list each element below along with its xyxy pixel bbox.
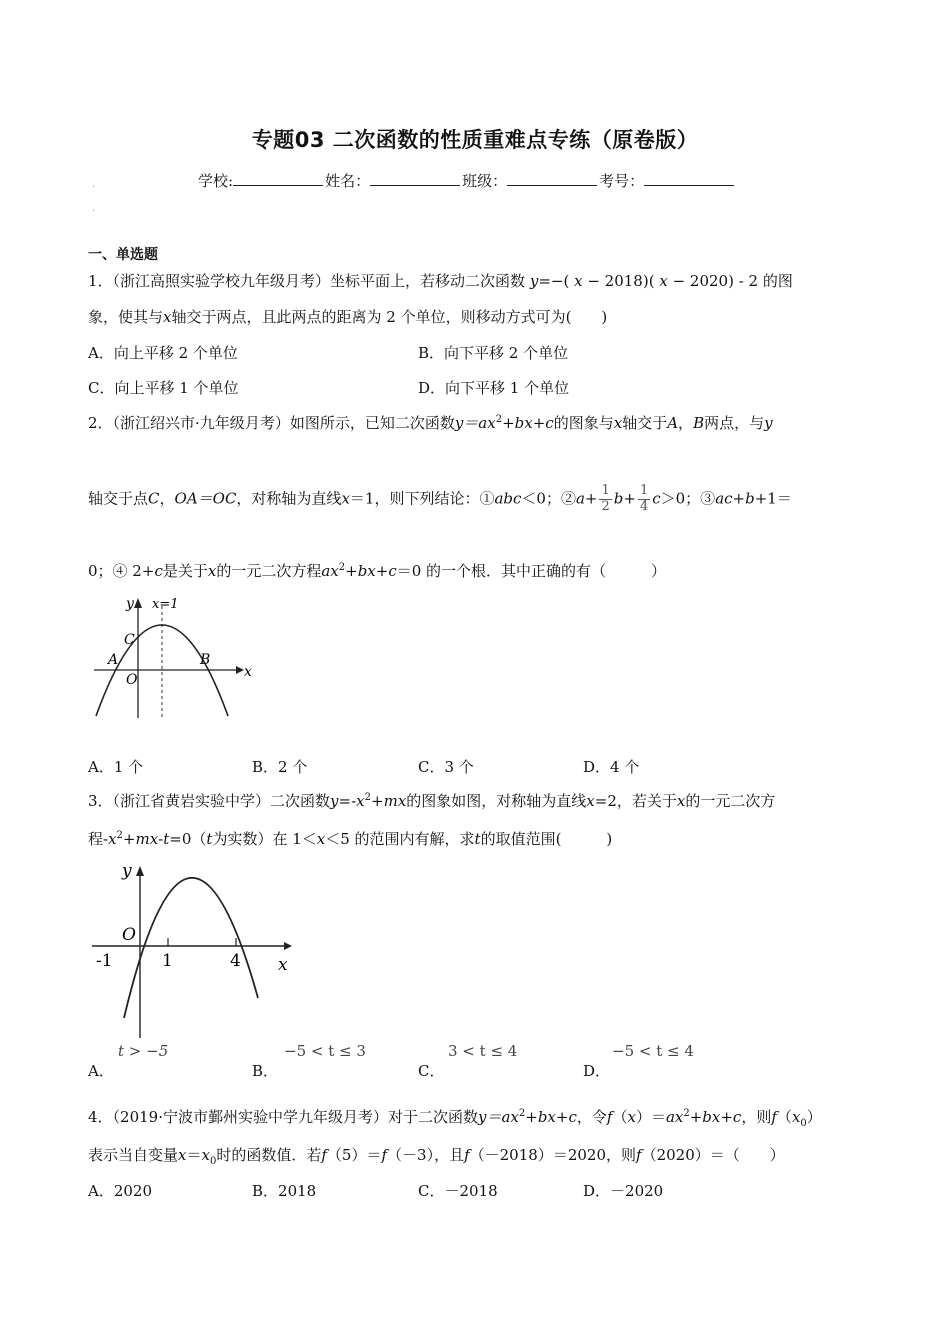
graph-label-x: x xyxy=(278,955,288,975)
info-exam-no: 考号： xyxy=(599,172,645,190)
graph-label-y: y xyxy=(126,596,134,612)
info-name: 姓名： xyxy=(325,172,371,190)
q3-option-d-math: −5 < t ≤ 4 xyxy=(612,1042,694,1060)
x-axis-arrow xyxy=(236,666,244,674)
q2-line1: 2．（浙江绍兴市·九年级月考）如图所示，已知二次函数$y=ax^2+bx+c$的图象与x轴交于A，B两点，与y xyxy=(88,414,773,432)
fraction-half: $\frac{1}{2}$ xyxy=(601,483,610,514)
q4-option-d[interactable]: D．－2020 xyxy=(583,1182,664,1200)
q2-option-a[interactable]: A．1 个 xyxy=(88,758,144,776)
q2-line3: 0；④ 2+c是关于x的一元二次方程$ax^2+bx+c=0$ 的一个根．其中正确的有（ ） xyxy=(88,562,667,580)
q3-option-d-label[interactable]: D． xyxy=(583,1062,611,1080)
q3-option-a-label[interactable]: A． xyxy=(88,1062,114,1080)
graph-label-o: O xyxy=(122,925,136,945)
q3-line2: 程$-x^2+mx-t=0(t$为实数）在 1＜x＜5 的范围内有解，求t的取值范围( ) xyxy=(88,830,613,848)
q2-option-b[interactable]: B．2 个 xyxy=(252,758,308,776)
info-line xyxy=(198,170,736,191)
graph-label-c: C xyxy=(124,632,135,648)
q2-option-d[interactable]: D．4 个 xyxy=(583,758,640,776)
q1-option-c[interactable]: C．向上平移 1 个单位 xyxy=(88,379,239,397)
y-axis-arrow xyxy=(136,866,144,876)
graph-label-y: y xyxy=(122,861,132,881)
parabola-curve xyxy=(124,878,258,1018)
graph-label-x: x xyxy=(244,664,252,680)
class-blank[interactable] xyxy=(507,171,597,186)
paragraph-mark: · xyxy=(92,182,96,193)
graph-label-axis: x=1 xyxy=(152,597,179,612)
q3-option-c-math: 3 < t ≤ 4 xyxy=(448,1042,518,1060)
graph-label-o: O xyxy=(126,672,138,688)
q1-option-d[interactable]: D．向下平移 1 个单位 xyxy=(418,379,570,397)
name-blank[interactable] xyxy=(370,171,460,186)
q4-option-c[interactable]: C．－2018 xyxy=(418,1182,498,1200)
q4-option-b[interactable]: B．2018 xyxy=(252,1182,317,1200)
q3-line1: 3．（浙江省黄岩实验中学）二次函数$y=-x^2+mx$的图象如图，对称轴为直线x=2，若关于x的一元二次方 xyxy=(88,792,776,810)
graph-label-b: B xyxy=(200,652,211,668)
q1-line1: 1．（浙江高照实验学校九年级月考）坐标平面上，若移动二次函数 y=−( x − 2018)( x − 2020) - 2 的图 xyxy=(88,272,793,290)
q4-line2: 表示当自变量$x=x_0$时的函数值．若f（5）＝f（－3），且f（－2018）＝2020，则f（2020）＝（ ） xyxy=(88,1146,785,1167)
q3-option-b-label[interactable]: B． xyxy=(252,1062,279,1080)
q2-option-c[interactable]: C．3 个 xyxy=(418,758,474,776)
info-class: 班级： xyxy=(462,172,508,190)
graph-label-neg1: -1 xyxy=(96,951,113,971)
q1-line2: 象，使其与x轴交于两点，且此两点的距离为 2 个单位，则移动方式可为( ) xyxy=(88,308,608,326)
info-school: 学校: xyxy=(198,172,234,190)
graph-label-1: 1 xyxy=(162,951,173,971)
q3-option-c-label[interactable]: C． xyxy=(418,1062,445,1080)
x-axis-arrow xyxy=(284,942,292,950)
doc-title: 专题03 二次函数的性质重难点专练（原卷版） xyxy=(251,128,699,152)
y-axis-arrow xyxy=(134,598,142,608)
q2-line2: 轴交于点C，OA＝OC，对称轴为直线x＝1，则下列结论：①abc＜0；②a+ $\frac{1}{2}$ b+ $\frac{1}{4}$ c＞0；③ac+b+1＝ xyxy=(88,483,792,514)
q1-option-b[interactable]: B．向下平移 2 个单位 xyxy=(418,344,569,362)
graph-label-a: A xyxy=(108,652,119,668)
q3-option-b-math: −5 < t ≤ 3 xyxy=(284,1042,366,1060)
q2-parabola-graph xyxy=(86,592,266,724)
q4-line1: 4．（2019·宁波市鄞州实验中学九年级月考）对于二次函数$y=ax^2+bx+c$，令$f(x)=ax^2+bx+c$，则$f(x_0)$ xyxy=(88,1108,822,1129)
graph-label-4: 4 xyxy=(230,951,241,971)
section-heading: 一、单选题 xyxy=(88,247,158,263)
q3-option-a-math: t > −5 xyxy=(118,1042,169,1060)
q4-option-a[interactable]: A．2020 xyxy=(88,1182,153,1200)
school-blank[interactable] xyxy=(233,171,323,186)
paragraph-mark: · xyxy=(92,206,96,217)
fraction-quarter: $\frac{1}{4}$ xyxy=(639,483,649,514)
q1-option-a[interactable]: A．向上平移 2 个单位 xyxy=(88,344,238,362)
exam-no-blank[interactable] xyxy=(644,171,734,186)
q3-parabola-graph xyxy=(88,858,298,1042)
